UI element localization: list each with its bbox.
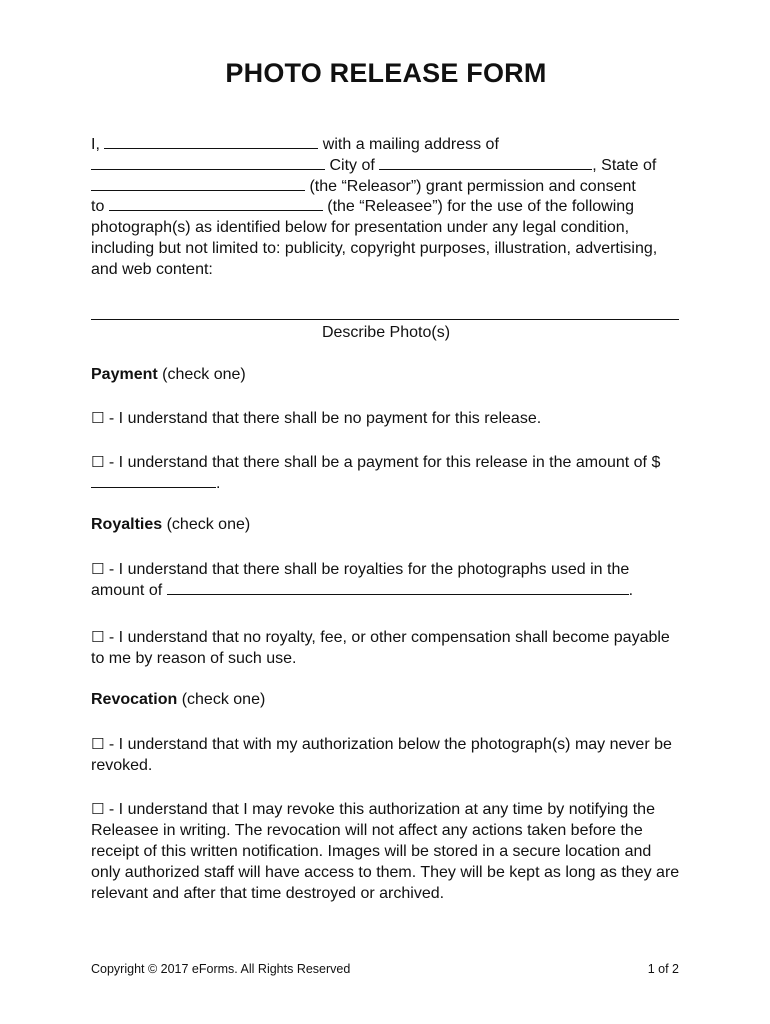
payment-heading-label: Payment (91, 366, 158, 383)
payment-option-paid (91, 452, 681, 494)
option-text: . (628, 582, 634, 599)
city-field[interactable] (379, 156, 592, 170)
option-text: . (216, 475, 221, 492)
option-text: - I understand that there shall be royalties for the photographs used in the amount of (91, 561, 630, 599)
royalties-hint: (check one) (166, 516, 251, 533)
payment-heading (91, 366, 246, 384)
revocation-heading-label: Revocation (91, 691, 178, 708)
checkbox-icon[interactable]: ☐ (91, 800, 105, 818)
checkbox-icon[interactable]: ☐ (91, 735, 105, 753)
describe-photos-label: Describe Photo(s) (321, 324, 451, 341)
royalties-heading-label: Royalties (91, 516, 163, 533)
intro-text: (the “Releasor”) grant permission and consent (309, 177, 636, 195)
royalties-option-paid (91, 559, 681, 601)
state-field[interactable] (91, 177, 305, 191)
releasee-name-field[interactable] (109, 197, 323, 211)
revocation-option-never (91, 734, 681, 776)
option-text: - I understand that there shall be no payment for this release. (108, 410, 542, 427)
payment-amount-field[interactable] (91, 474, 216, 488)
option-text: - I understand that no royalty, fee, or other compensation shall become payable to me by reason of such use. (91, 629, 670, 667)
intro-text: City of (329, 156, 375, 174)
releasor-name-field[interactable] (104, 135, 318, 149)
copyright-text: Copyright © 2017 eForms. All Rights Reserved (91, 962, 351, 976)
intro-text: I, (91, 136, 100, 153)
payment-hint: (check one) (162, 366, 246, 383)
option-text: - I understand that there shall be a payment for this release in the amount of $ (108, 454, 661, 471)
describe-photos-field[interactable] (91, 319, 679, 320)
royalties-option-none (91, 627, 681, 669)
intro-text: (the “Releasee”) for the use of the following photograph(s) as identified below for presentation under any legal condition, including but not limited to: publicity, copyright purposes, illustration, advertising, and web content: (91, 198, 658, 278)
intro-text: with a mailing address of (322, 136, 499, 153)
option-text: - I understand that I may revoke this authorization at any time by notifying the Releasee in writing. The revocation will not affect any actions taken before the receipt of this written notification. Images will be stored in a secure location and only authorized staff will have access to them. They will be kept as long as they are relevant and after that time destroyed or archived. (91, 801, 680, 902)
mailing-address-field[interactable] (91, 156, 325, 170)
option-text: - I understand that with my authorization below the photograph(s) may never be revoked. (91, 736, 672, 774)
page-title: PHOTO RELEASE FORM (225, 58, 547, 88)
royalty-amount-field[interactable] (167, 581, 629, 595)
document-page (91, 0, 681, 1024)
intro-text: , State of (592, 156, 657, 174)
revocation-heading (91, 691, 265, 709)
payment-option-no-payment (91, 408, 681, 429)
page-number: 1 of 2 (647, 962, 679, 976)
checkbox-icon[interactable]: ☐ (91, 628, 105, 646)
checkbox-icon[interactable]: ☐ (91, 453, 105, 471)
intro-paragraph (91, 135, 681, 281)
intro-text: to (91, 198, 105, 216)
revocation-option-revocable (91, 799, 681, 904)
checkbox-icon[interactable]: ☐ (91, 409, 105, 427)
revocation-hint: (check one) (181, 691, 266, 708)
royalties-heading (91, 516, 250, 534)
checkbox-icon[interactable]: ☐ (91, 560, 105, 578)
